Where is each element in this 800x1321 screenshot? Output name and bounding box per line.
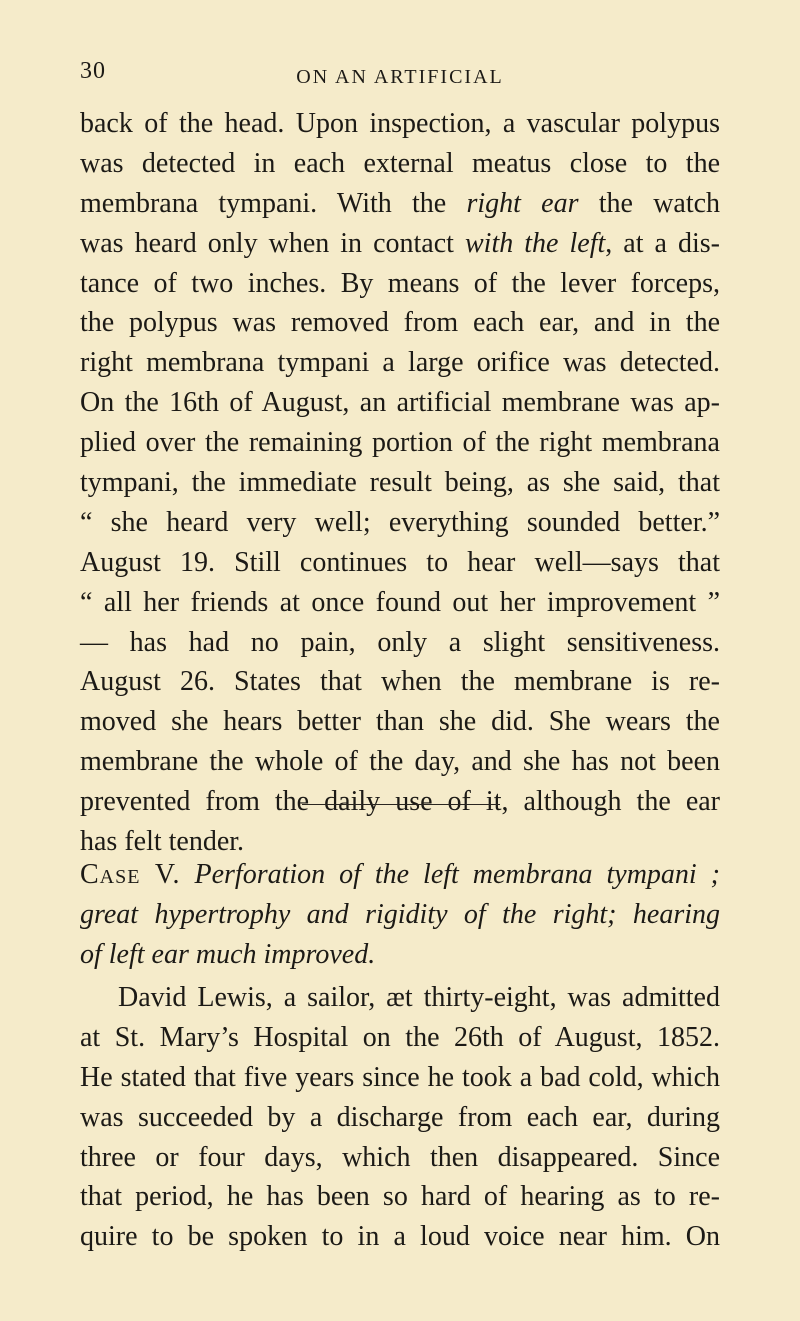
text-line: August 26. States that when the membrane is re- — [80, 666, 720, 698]
text-line: was detected in each external meatus close to the — [80, 147, 720, 179]
text-line: — has had no pain, only a slight sensitiveness. — [80, 626, 720, 658]
case-title: Perforation of the left membrana tympani ; — [194, 859, 720, 890]
text-line: August 19. Still continues to hear well—says that — [80, 546, 720, 578]
text-line: was heard only when in contact with the left, at a dis- — [80, 227, 720, 259]
text-line: tance of two inches. By means of the lever forceps, — [80, 267, 720, 299]
text-line: moved she hears better than she did. She wears the — [80, 706, 720, 738]
text-line: “ all her friends at once found out her improvement ” — [80, 586, 720, 618]
text-line: membrane the whole of the day, and she has not been — [80, 746, 720, 778]
case-label: Case V. — [80, 859, 181, 890]
page-number: 30 — [80, 58, 106, 84]
text-line: plied over the remaining portion of the right membrana — [80, 427, 720, 459]
text-line: membrana tympani. With the right ear the watch — [80, 187, 721, 219]
text-line: three or four days, which then disappeared. Since — [80, 1141, 720, 1173]
case-heading — [80, 855, 720, 975]
italic-phrase: right ear — [466, 187, 579, 219]
italic-phrase: with the left — [464, 227, 606, 259]
case-heading-line — [80, 855, 720, 895]
text-line: “ she heard very well; everything sounded better.” — [80, 506, 720, 538]
section-divider — [302, 804, 500, 805]
running-title: ON AN ARTIFICIAL — [296, 66, 504, 88]
text-line: prevented from the daily use of it, although the ear — [80, 786, 720, 818]
text-line: right membrana tympani a large orifice was detected. — [80, 347, 720, 379]
text-line: at St. Mary’s Hospital on the 26th of August, 1852. — [80, 1021, 720, 1053]
running-head — [80, 58, 720, 92]
text-line: that period, he has been so hard of hearing as to re- — [80, 1181, 720, 1213]
text-line: has felt tender. — [80, 826, 245, 858]
text-line: was succeeded by a discharge from each ear, during — [80, 1101, 720, 1133]
case-heading-line: great hypertrophy and rigidity of the right; hearing — [80, 898, 720, 930]
text-line: On the 16th of August, an artificial membrane was ap- — [80, 387, 720, 419]
text-line: back of the head. Upon inspection, a vascular polypus — [80, 108, 720, 139]
case-heading-line: of left ear much improved. — [80, 938, 376, 970]
text-line: David Lewis, a sailor, æt thirty-eight, was admitted — [118, 982, 720, 1013]
paragraph-case-continuation — [80, 104, 720, 862]
text-line: tympani, the immediate result being, as she said, that — [80, 467, 720, 499]
paragraph-case-five — [80, 978, 720, 1257]
text-line: the polypus was removed from each ear, and in the — [80, 307, 720, 339]
text-line: He stated that five years since he took a bad cold, which — [80, 1061, 720, 1093]
text-line: quire to be spoken to in a loud voice near him. On — [80, 1221, 720, 1253]
